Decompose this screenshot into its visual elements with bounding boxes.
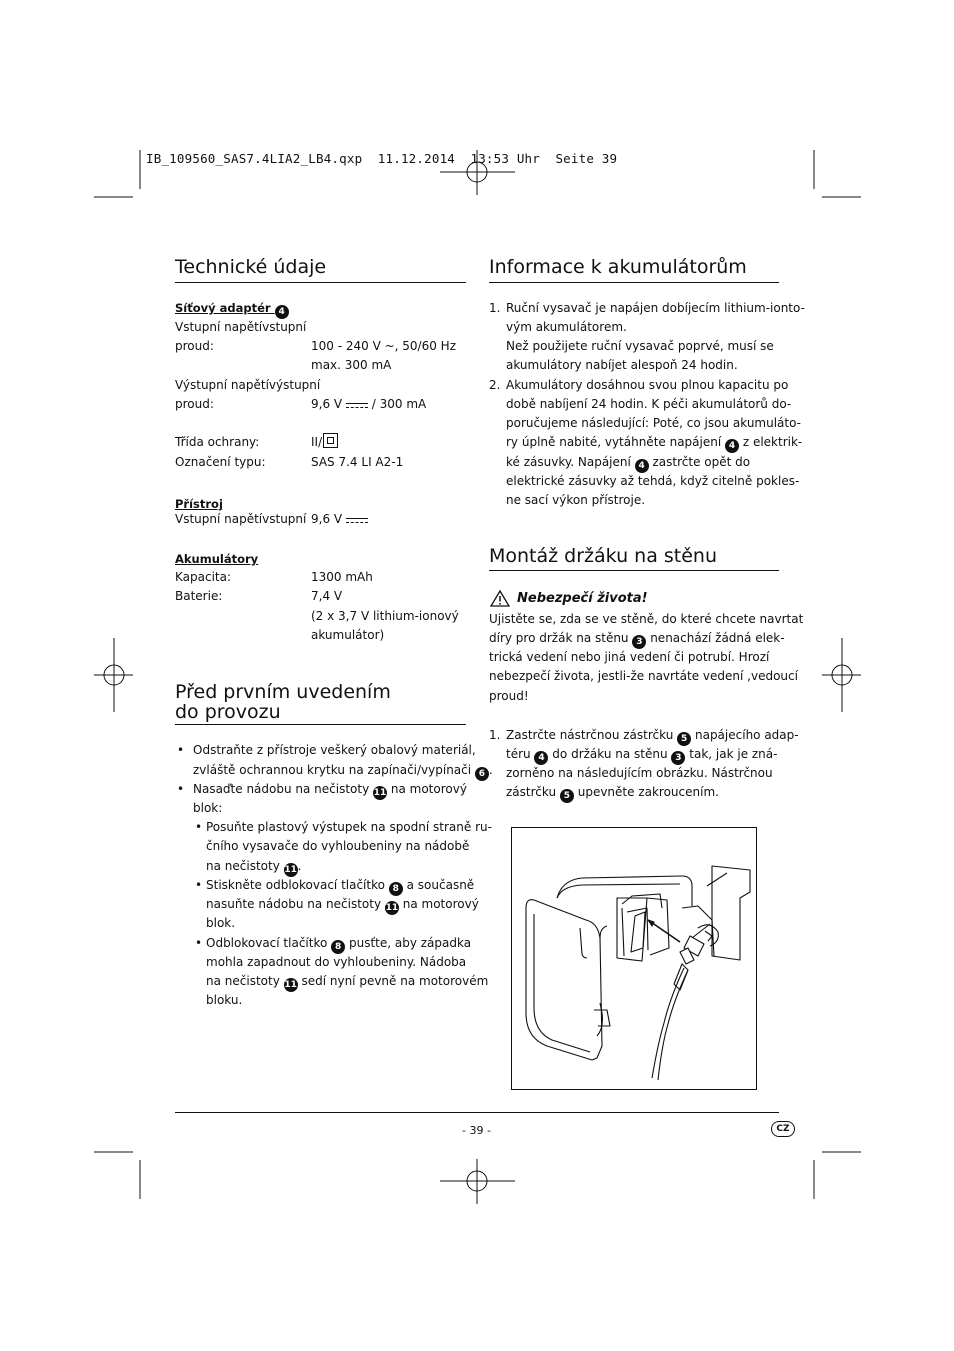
list-item: vým akumulátorem. — [506, 320, 627, 334]
ref-number-icon: 4 — [725, 439, 739, 453]
sub-item: Odblokovací tlačítko 8 pusťte, aby západka — [206, 936, 472, 952]
ref-number-icon: 8 — [389, 882, 403, 896]
list-item: Než použijete ruční vysavač poprvé, musí se — [506, 339, 774, 353]
warning-icon — [489, 589, 511, 608]
list-item: zorněno na následujícím obrázku. Nástrčnou — [506, 766, 773, 780]
sub-item: na nečistoty 11 sedí nyní pevně na motorovém — [206, 974, 489, 990]
spec-label: Baterie: — [175, 589, 223, 603]
spec-value: (2 x 3,7 V lithium-ionový — [311, 609, 459, 623]
warning-text: nebezpečí života, jestli-že navrtáte vedení ,vedoucí — [489, 669, 798, 683]
wall-mount-title: Montáž držáku na stěnu — [489, 545, 717, 567]
ref-number-icon: 5 — [677, 732, 691, 746]
bullet-icon: • — [195, 936, 203, 950]
sub-item: blok. — [206, 916, 236, 930]
spec-label: Kapacita: — [175, 570, 232, 584]
list-item: Ruční vysavač je napájen dobíjecím lithium-ionto- — [506, 301, 805, 315]
warning-text: trická vedení nebo jiná vedení či potrubí. Hrozí — [489, 650, 770, 664]
tech-title: Technické údaje — [175, 256, 327, 278]
ref-number-icon: 4 — [534, 751, 548, 765]
list-number: 1. — [489, 301, 501, 315]
list-item: ké zásuvky. Napájení 4 zastrčte opět do — [506, 455, 751, 471]
ref-number-icon: 11 — [284, 865, 297, 875]
wall-mount-rule — [489, 570, 779, 571]
spec-value: 100 - 240 V ~, 50/60 Hz — [311, 339, 457, 353]
spec-value: 9,6 V / 300 mA — [311, 397, 427, 411]
battery-subtitle: Akumulátory — [175, 552, 259, 566]
wall-mount-drawing — [512, 828, 756, 1089]
battery-info-rule — [489, 282, 779, 283]
sub-item: Stiskněte odblokovací tlačítko 8 a současně — [206, 878, 475, 894]
adapter-subtitle: Síťový adaptér 4 — [175, 301, 289, 319]
spec-label: Vstupní napětívstupní — [175, 320, 307, 334]
list-item: Nasaďte nádobu na nečistoty 11 na motorový — [193, 782, 467, 798]
list-item: ry úplně nabité, vytáhněte napájení 4 z elektrik- — [506, 435, 803, 451]
first-use-title: Před prvním uvedením do provozu — [175, 681, 391, 723]
spec-value: 1300 mAh — [311, 570, 373, 584]
sub-item: Posuňte plastový výstupek na spodní straně ru- — [206, 820, 492, 834]
dc-symbol-icon — [346, 518, 368, 525]
spec-label: Třída ochrany: — [175, 435, 260, 449]
ref-number-icon: 11 — [385, 903, 399, 913]
spec-value: akumulátor) — [311, 628, 385, 642]
ref-number-icon: 4 — [635, 459, 649, 473]
spec-label: Vstupní napětívstupní — [175, 512, 307, 526]
ref-number-icon: 3 — [671, 751, 685, 765]
bullet-icon: • — [177, 743, 185, 757]
page-number: - 39 - — [462, 1124, 491, 1137]
sub-item: nasuňte nádobu na nečistoty 11 na motorový — [206, 897, 479, 913]
bullet-icon: • — [177, 782, 185, 796]
ref-number-icon: 11 — [284, 980, 297, 990]
list-item: Zastrčte nástrčnou zástrčku 5 napájecího adap- — [506, 728, 799, 744]
sub-item: čního vysavače do vyhloubeniny na nádobě — [206, 839, 470, 853]
ref-number-icon: 3 — [632, 635, 646, 649]
warning-text: proud! — [489, 689, 529, 703]
warning-title: Nebezpečí života! — [517, 591, 648, 606]
ref-number-icon: 6 — [475, 767, 489, 781]
first-use-rule — [175, 724, 466, 725]
spec-label: Výstupní napětívýstupní — [175, 378, 321, 392]
bullet-icon: • — [195, 878, 203, 892]
spec-value: 9,6 V — [311, 510, 368, 529]
file-slug: IB_109560_SAS7.4LIA2_LB4.qxp 11.12.2014 13:53 Uhr Seite 39 — [146, 151, 618, 166]
battery-info-title: Informace k akumulátorům — [489, 256, 747, 278]
sub-item: na nečistoty 11. — [206, 859, 302, 875]
footer-rule — [175, 1112, 779, 1113]
sub-item: bloku. — [206, 993, 243, 1007]
tech-rule — [175, 282, 466, 283]
list-item: zvláště ochrannou krytku na zapínači/vypínači 6 . — [193, 763, 493, 779]
ref-number-icon: 4 — [275, 305, 289, 319]
spec-label: proud: — [175, 339, 214, 353]
list-item: poručujeme následující: Poté, co jsou akumuláto- — [506, 416, 802, 430]
list-item: Akumulátory dosáhnou svou plnou kapacitu po — [506, 378, 789, 392]
list-item: ne sací výkon přístroje. — [506, 493, 646, 507]
ref-number-icon: 8 — [331, 940, 345, 954]
list-item: elektrické zásuvky až tehdá, když citelně pokles- — [506, 474, 800, 488]
list-number: 1. — [489, 728, 501, 742]
list-number: 2. — [489, 378, 501, 392]
spec-value: max. 300 mA — [311, 358, 392, 372]
list-item: téru 4 do držáku na stěnu 3 tak, jak je zná- — [506, 747, 778, 763]
list-item: blok: — [193, 801, 223, 815]
protection-class-icon — [323, 433, 338, 448]
language-badge: CZ — [771, 1121, 795, 1137]
spec-label: proud: — [175, 397, 214, 411]
ref-number-icon: 11 — [373, 788, 387, 798]
spec-value: 7,4 V — [311, 589, 343, 603]
list-item: Odstraňte z přístroje veškerý obalový materiál, — [193, 743, 476, 757]
list-item: akumulátory nabíjet alespoň 24 hodin. — [506, 358, 738, 372]
bullet-icon: • — [195, 820, 203, 834]
ref-number-icon: 5 — [560, 789, 574, 803]
dc-symbol-icon — [346, 403, 368, 410]
mount-illustration — [511, 827, 757, 1090]
warning-text: díry pro držák na stěnu 3 nenachází žádná elek- — [489, 631, 785, 647]
list-item: zástrčku 5 upevněte zakroucením. — [506, 785, 719, 801]
sub-item: mohla zapadnout do vyhloubeniny. Nádoba — [206, 955, 467, 969]
device-subtitle: Přístroj — [175, 497, 223, 511]
spec-value: SAS 7.4 LI A2-1 — [311, 455, 404, 469]
list-item: době nabíjení 24 hodin. K péči akumulátorů do- — [506, 397, 792, 411]
warning-text: Ujistěte se, zda se ve stěně, do které chcete navrtat — [489, 612, 804, 626]
spec-label: Označení typu: — [175, 455, 266, 469]
spec-value: II/ — [311, 433, 338, 452]
